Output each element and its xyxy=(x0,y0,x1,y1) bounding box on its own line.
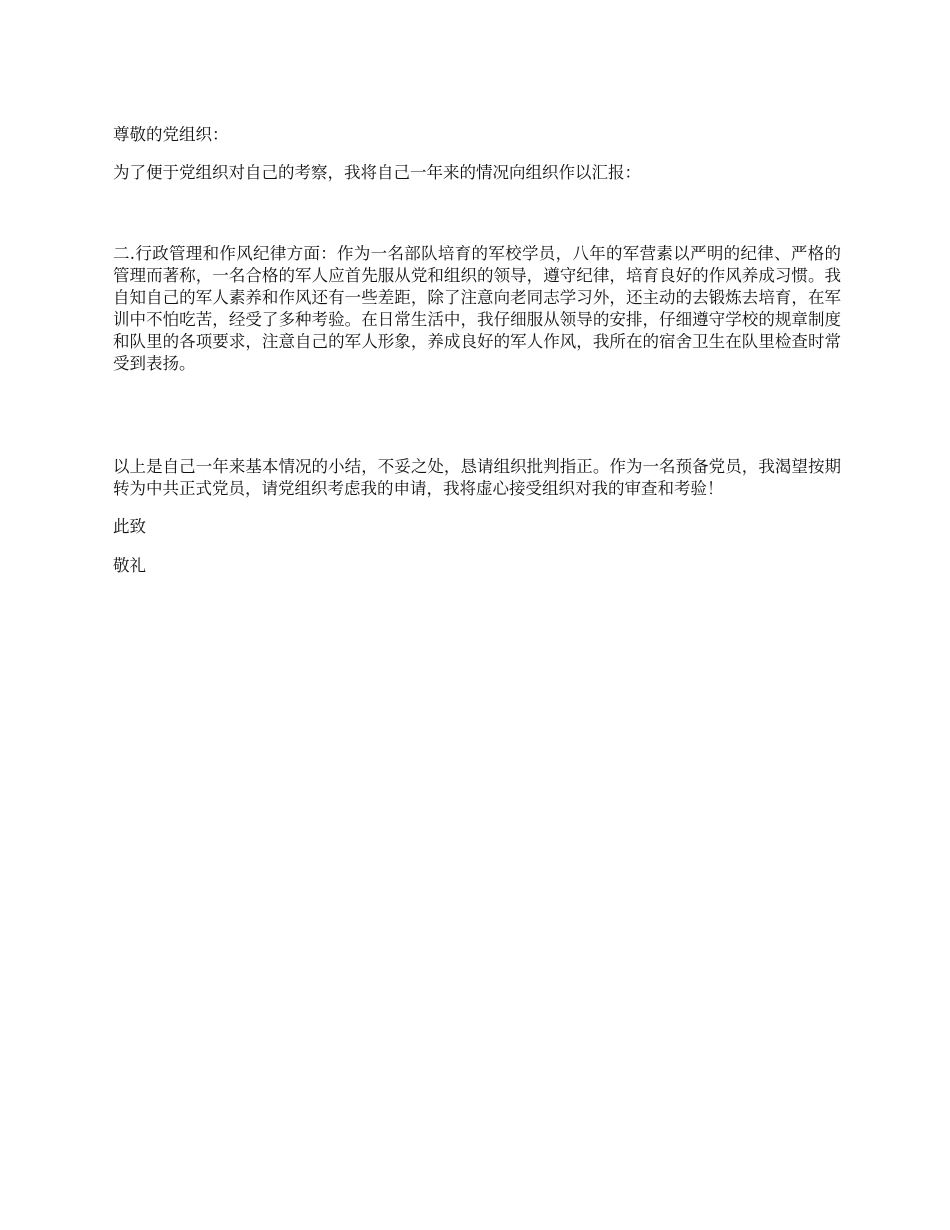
letter-body xyxy=(113,124,841,577)
intro-paragraph: 为了便于党组织对自己的考察，我将自己一年来的情况向组织作以汇报： xyxy=(113,163,641,182)
closing-cizhi: 此致 xyxy=(113,517,146,536)
salutation: 尊敬的党组织： xyxy=(113,125,229,144)
section-2-paragraph: 二.行政管理和作风纪律方面：作为一名部队培育的军校学员，八年的军营素以严明的纪律、严格的管理而著称，一名合格的军人应首先服从党和组织的领导，遵守纪律，培育良好的作风养成习惯。我自知自己的军人素养和作风还有一些差距，除了注意向老同志学习外，还主动的去锻炼去培育，在军训中不怕吃苦，经受了多种考验。在日常生活中，我仔细服从领导的安排，仔细遵守学校的规章制度和队里的各项要求，注意自己的军人形象，养成良好的军人作风，我所在的宿舍卫生在队里检查时常受到表扬。 xyxy=(113,244,841,373)
closing-jingli: 敬礼 xyxy=(113,556,146,575)
conclusion-paragraph: 以上是自己一年来基本情况的小结，不妥之处，恳请组织批判指正。作为一名预备党员，我渴望按期转为中共正式党员，请党组织考虑我的申请，我将虚心接受组织对我的审查和考验！ xyxy=(113,457,841,498)
